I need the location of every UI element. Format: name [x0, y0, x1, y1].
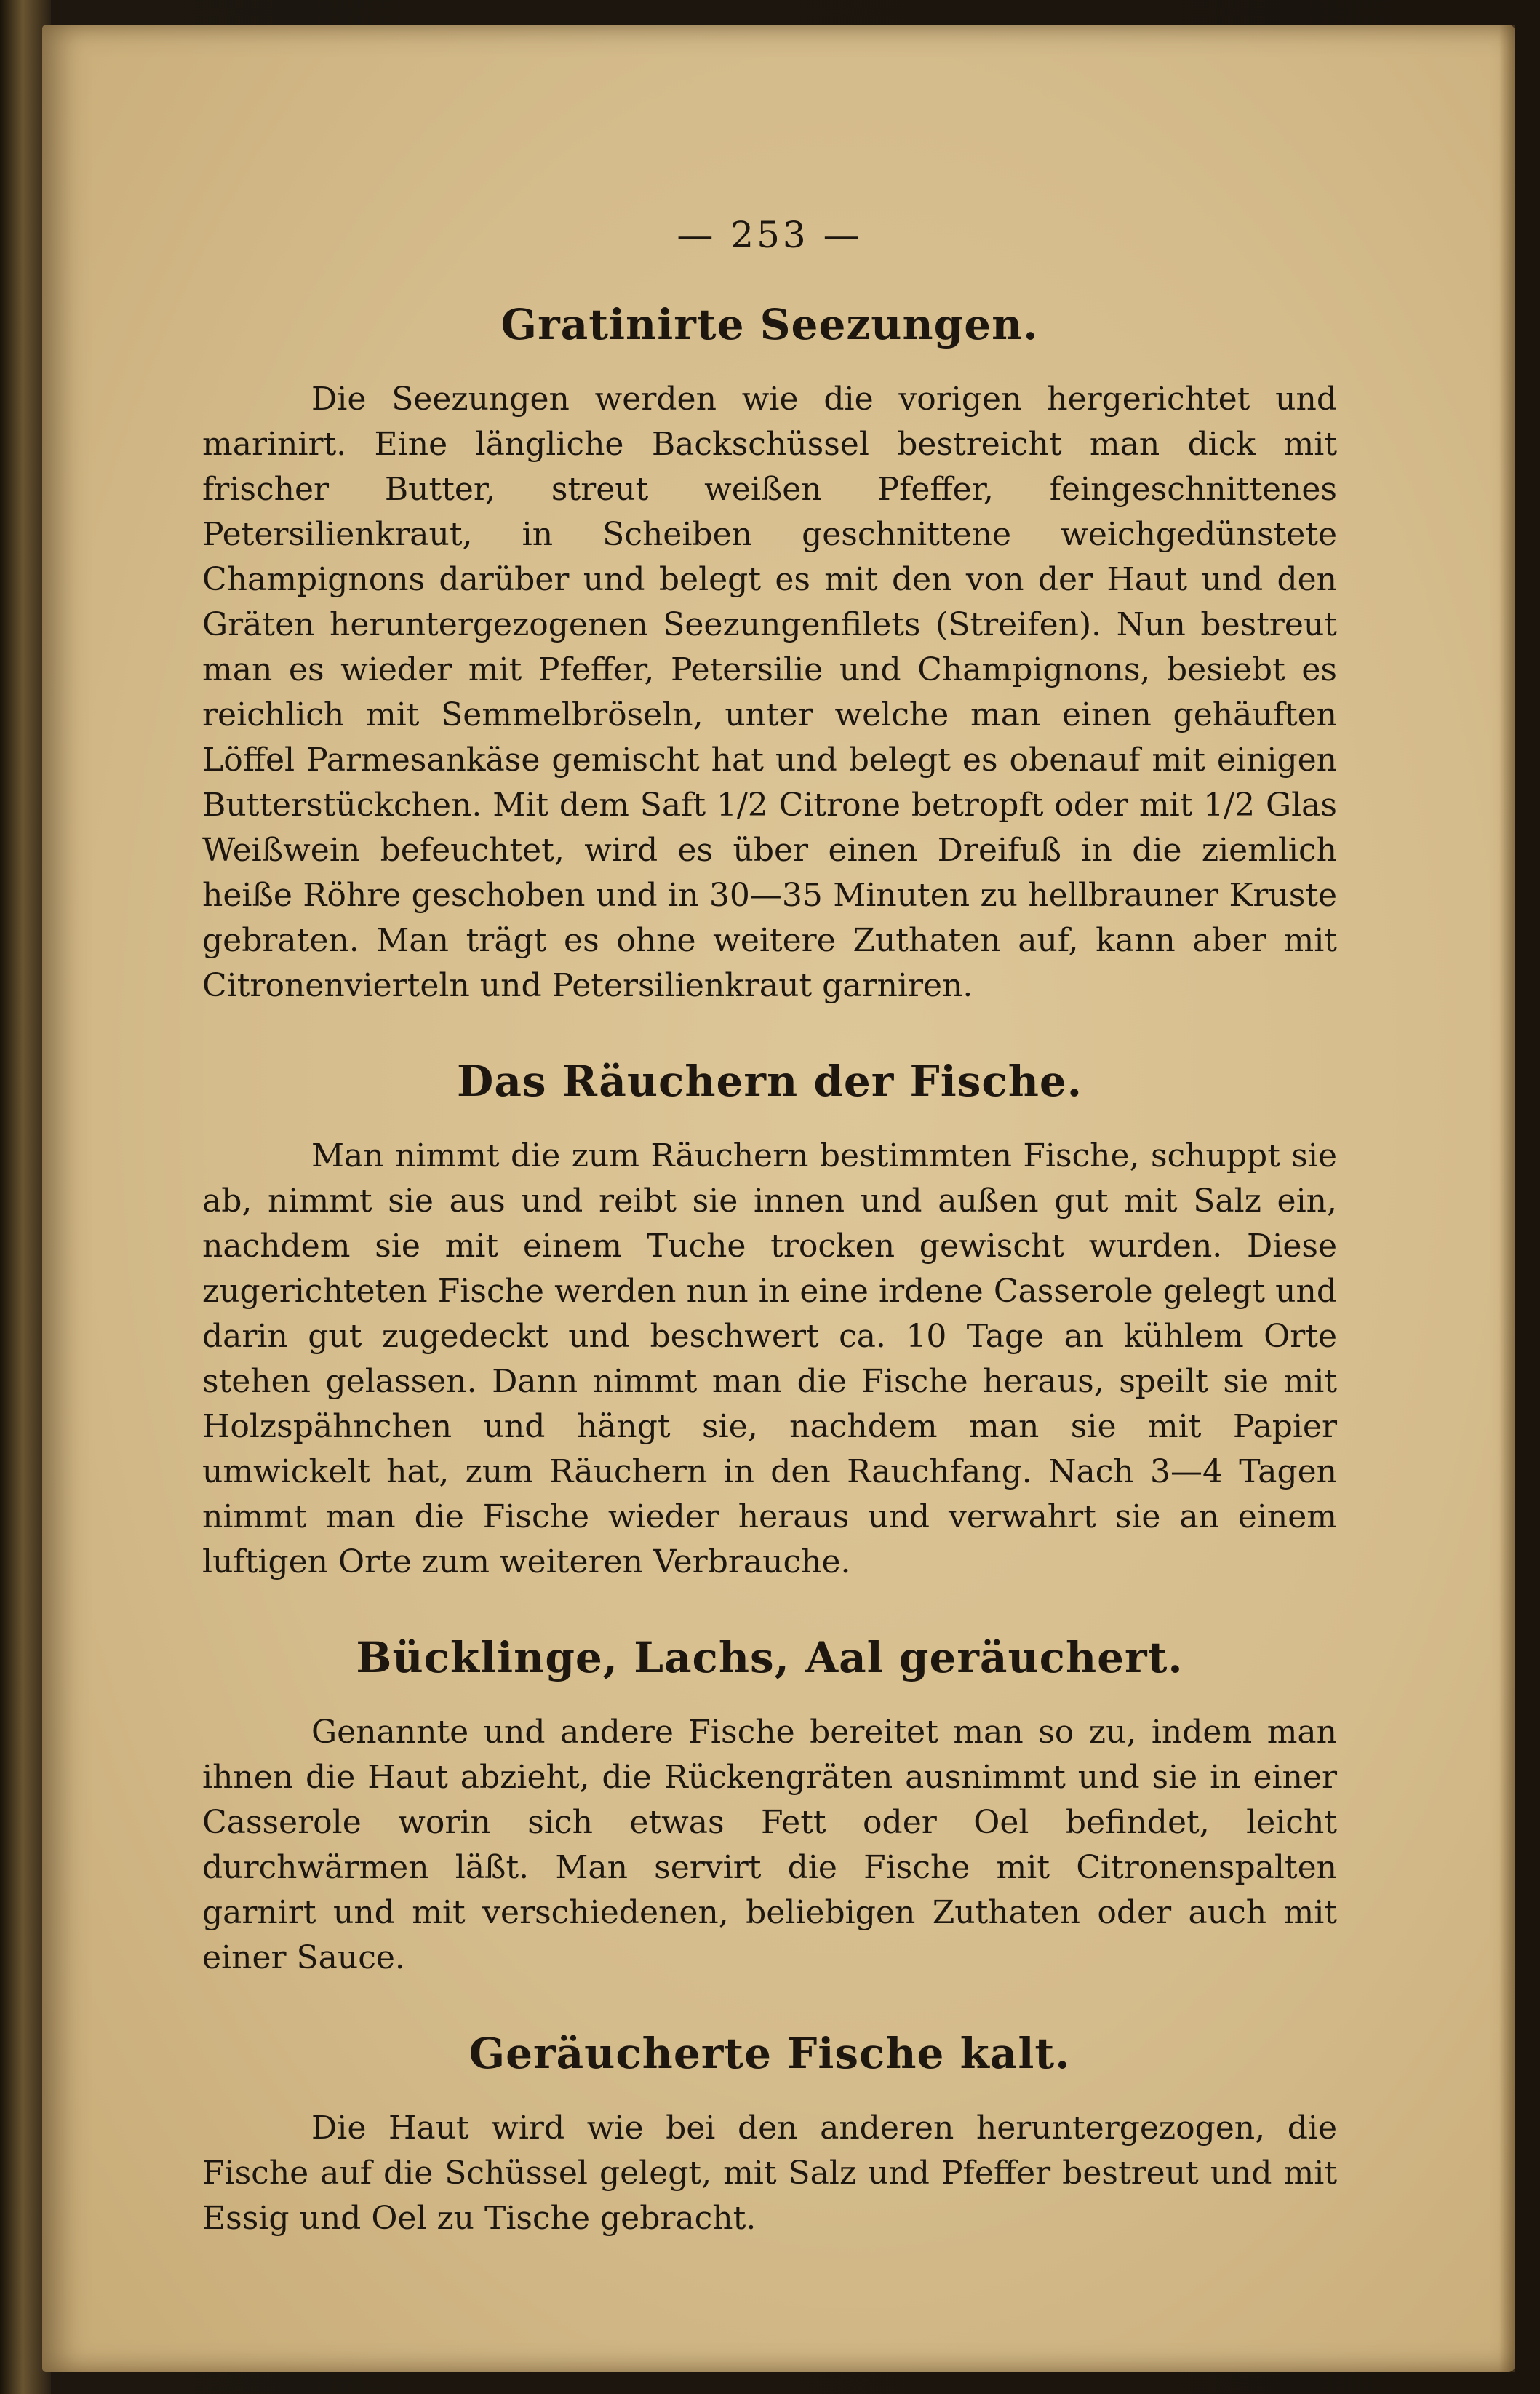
section-text-raeuchern-der-fische: Man nimmt die zum Räuchern bestimmten Fische, schuppt sie ab, nimmt sie aus und reibt sie innen und außen gut mit Salz ein, nachdem sie mit einem Tuche trocken gewischt wurden. Diese zugerichteten Fische werden nun in eine irdene Casserole gelegt und darin gut zugedeckt und beschwert ca. 10 Tage an kühlem Orte stehen gelassen. Dann nimmt man die Fische heraus, speilt sie mit Holzspähnchen und hängt sie, nachdem man sie mit Papier umwickelt hat, zum Räuchern in den Rauchfang. Nach 3—4 Tagen nimmt man die Fische wieder heraus und verwahrt sie an einem luftigen Orte zum weiteren Verbrauche. [202, 1137, 1337, 1580]
section-text-gratinirte-seezungen: Die Seezungen werden wie die vorigen hergerichtet und marinirt. Eine längliche Backschüssel bestreicht man dick mit frischer Butter, streut weißen Pfeffer, feingeschnittenes Petersilienkraut, in Scheiben geschnittene weichgedünstete Champignons darüber und belegt es mit den von der Haut und den Gräten heruntergezogenen Seezungenfilets (Streifen). Nun bestreut man es wieder mit Pfeffer, Petersilie und Champignons, besiebt es reichlich mit Semmelbröseln, unter welche man einen gehäuften Löffel Parmesankäse gemischt hat und belegt es obenauf mit einigen Butterstückchen. Mit dem Saft 1/2 Citrone betropft oder mit 1/2 Glas Weißwein befeuchtet, wird es über einen Dreifuß in die ziemlich heiße Röhre geschoben und in 30—35 Minuten zu hellbrauner Kruste gebraten. Man trägt es ohne weitere Zuthaten auf, kann aber mit Citronenvierteln und Petersilienkraut garniren. [202, 381, 1337, 1004]
page-edge-shadow [1499, 25, 1515, 2372]
page-number: — 253 — [677, 214, 863, 256]
section-text-buecklinge-lachs-aal: Genannte und andere Fische bereitet man so zu, indem man ihnen die Haut abzieht, die Rückengräten ausnimmt und sie in einer Casserole worin sich etwas Fett oder Oel befindet, leicht durchwärmen läßt. Man servirt die Fische mit Citronenspalten garnirt und mit verschiedenen, beliebigen Zuthaten oder auch mit einer Sauce. [202, 1714, 1337, 1976]
section-heading-geraeucherte-fische-kalt: Geräucherte Fische kalt. [468, 2029, 1071, 2078]
section-heading-gratinirte-seezungen: Gratinirte Seezungen. [500, 300, 1039, 349]
section-heading-raeuchern-der-fische: Das Räuchern der Fische. [457, 1057, 1082, 1106]
section-text-geraeucherte-fische-kalt: Die Haut wird wie bei den anderen heruntergezogen, die Fische auf die Schüssel gelegt, mit Salz und Pfeffer bestreut und mit Essig und Oel zu Tische gebracht. [202, 2109, 1337, 2237]
book-page [42, 25, 1515, 2372]
section-heading-buecklinge-lachs-aal: Bücklinge, Lachs, Aal geräuchert. [356, 1633, 1184, 1682]
page-text-block [202, 185, 1337, 2289]
